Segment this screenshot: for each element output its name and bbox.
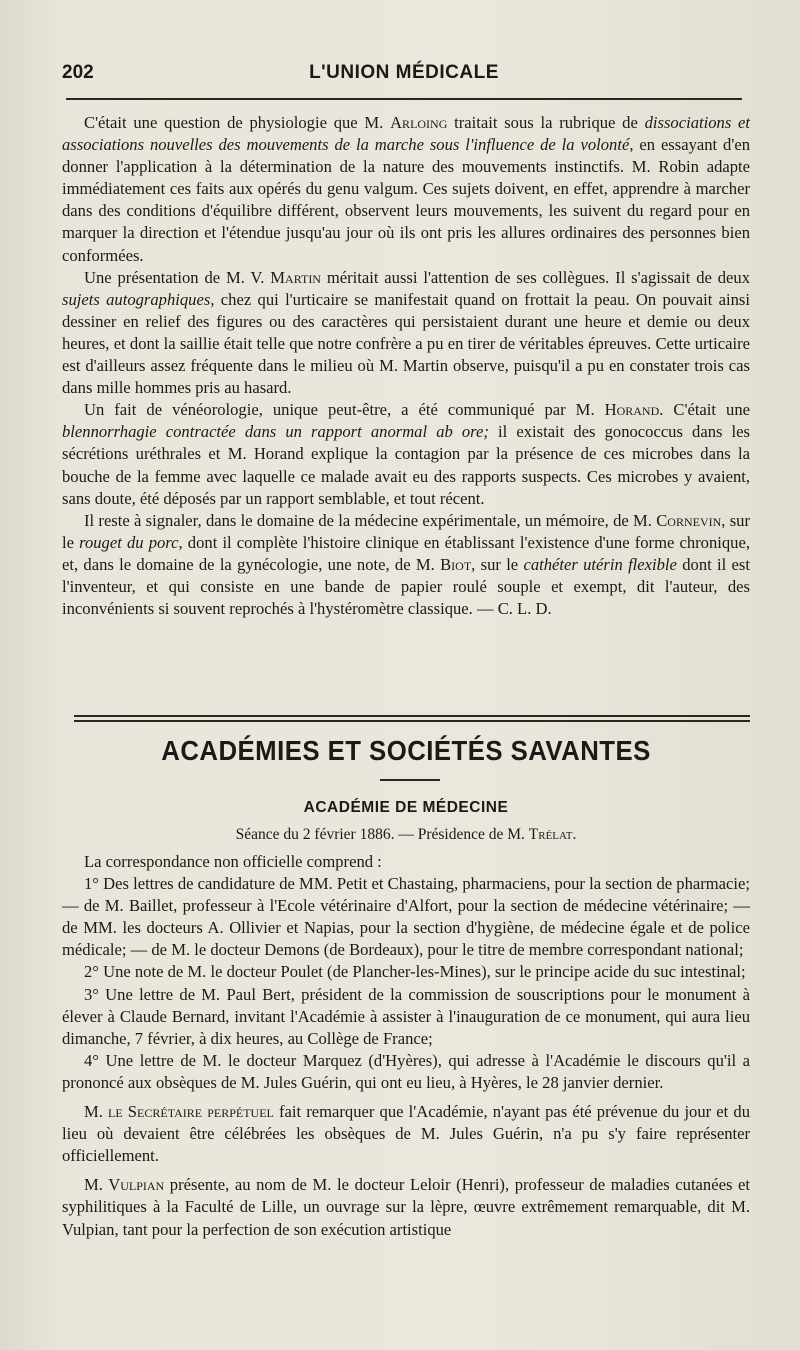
chronicle-text <box>62 112 750 620</box>
minutes-item-1: 1° Des lettres de candidature de MM. Petit et Chastaing, pharmaciens, pour la section de pharmacie; — de M. Baillet, professeur à l'Ecole vétérinaire d'Alfort, pour la section de médecine vétérinaire; — de MM. les docteurs A. Ollivier et Napias, pour la section d'hygiène, de médecine égale et de police médicale; — de M. le docteur Demons (de Bordeaux), pour le titre de membre correspondant national; <box>62 874 750 960</box>
paragraph-martin: Une présentation de M. V. Martin méritait aussi l'attention de ses collègues. Il s'agissait de deux sujets autographiques, chez qui l'urticaire se manifestait quand on frottait la peau. On pouvait ainsi dessiner en relief des figures ou des caractères qui persistaient durant une heure et demie ou deux heures, et dont la saillie était telle que notre confrère a pu en tirer de véritables épreuves. Cette urticaire est d'ailleurs assez fréquente dans le milieu où M. Martin observe, puisqu'il a pu en constater trois cas dans mille hommes pris au hasard. <box>62 267 751 398</box>
page-header <box>62 62 746 92</box>
minutes-item-3: 3° Une lettre de M. Paul Bert, président de la commission de souscriptions pour le monument à élever à Claude Bernard, invitant l'Académie à assister à l'inauguration de ce monument, qui aura lieu dimanche, 7 février, à dix heures, au Collège de France; <box>62 984 750 1048</box>
minutes-item-4: 4° Une lettre de M. le docteur Marquez (d'Hyères), qui adresse à l'Académie le discours qu'il a prononcé aux obsèques de M. Jules Guérin, qui ont eu lieu, à Hyères, le 28 janvier dernier. <box>62 1050 750 1092</box>
title-underline <box>380 779 440 781</box>
minutes-intro: La correspondance non officielle comprend : <box>84 852 382 871</box>
minutes-item-2: 2° Une note de M. le docteur Poulet (de Plancher-les-Mines), sur le principe acide du suc intestinal; <box>84 962 746 982</box>
section-divider-bottom <box>74 720 750 722</box>
page-number: 202 <box>62 62 94 83</box>
header-rule <box>66 98 742 100</box>
minutes-secretary: M. le Secrétaire perpétuel fait remarquer que l'Académie, n'ayant pas été prévenue du jour et du lieu où devaient être célébrées les obsèques de M. Jules Guérin, n'a pu s'y faire représenter officiellement. <box>62 1102 750 1166</box>
minutes-vulpian: M. Vulpian présente, au nom de M. le docteur Leloir (Henri), professeur de maladies cutanées et syphilitiques à la Faculté de Lille, un ouvrage sur la lèpre, œuvre extrêmement remarquable, dit M. Vulpian, tant pour la perfection de son exécution artistique <box>62 1175 750 1239</box>
section-title: ACADÉMIES ET SOCIÉTÉS SAVANTES <box>161 735 651 766</box>
paragraph-cornevin-biot: Il reste à signaler, dans le domaine de la médecine expérimentale, un mémoire, de M. Cornevin, sur le rouget du porc, dont il complète l'histoire clinique en établissant l'existence d'une forme chronique, et, dans le domaine de la gynécologie, une note, de M. Biot, sur le cathéter utérin flexible dont il est l'inventeur, et qui consiste en une bande de papier roulé souple et exempt, dit l'auteur, des inconvénients si souvent reprochés à l'hystéromètre classique. — C. L. D. <box>62 510 751 619</box>
paragraph-horand: Un fait de vénéorologie, unique peut-être, a été communiqué par M. Horand. C'était une blennorrhagie contractée dans un rapport anormal ab ore; il existait des gonococcus dans les sécrétions uréthrales et M. Horand explique la contagion par la présence de ces microbes dans la bouche de la femme avec laquelle ce malade avait eu des rapports suspects. Ces microbes y avaient, sans doute, été déposés par un rapport semblable, et tout récent. <box>62 400 750 508</box>
subsection-title: ACADÉMIE DE MÉDECINE <box>303 799 509 816</box>
session-line: Séance du 2 février 1886. — Présidence de M. Trélat. <box>235 826 577 843</box>
section-divider-top <box>74 715 750 717</box>
paragraph-arloing: C'était une question de physiologie que M. Arloing traitait sous la rubrique de dissociations et associations nouvelles des mouvements de la marche sous l'influence de la volonté, en essayant d'en donner l'application à la détermination de la nature des mouvements instinctifs. M. Robin adapte immédiatement ces faits aux opérés du genu valgum. Ces sujets doivent, en effet, apprendre à marcher dans des conditions d'équilibre différent, observent leurs mouvements, les suivent du regard pour en marquer la direction et l'étendue jusqu'au jour où ils ont pris les allures ordinaires des personnes bien conformées. <box>62 113 751 265</box>
minutes-text <box>62 851 750 1241</box>
running-title: L'UNION MÉDICALE <box>309 62 499 83</box>
